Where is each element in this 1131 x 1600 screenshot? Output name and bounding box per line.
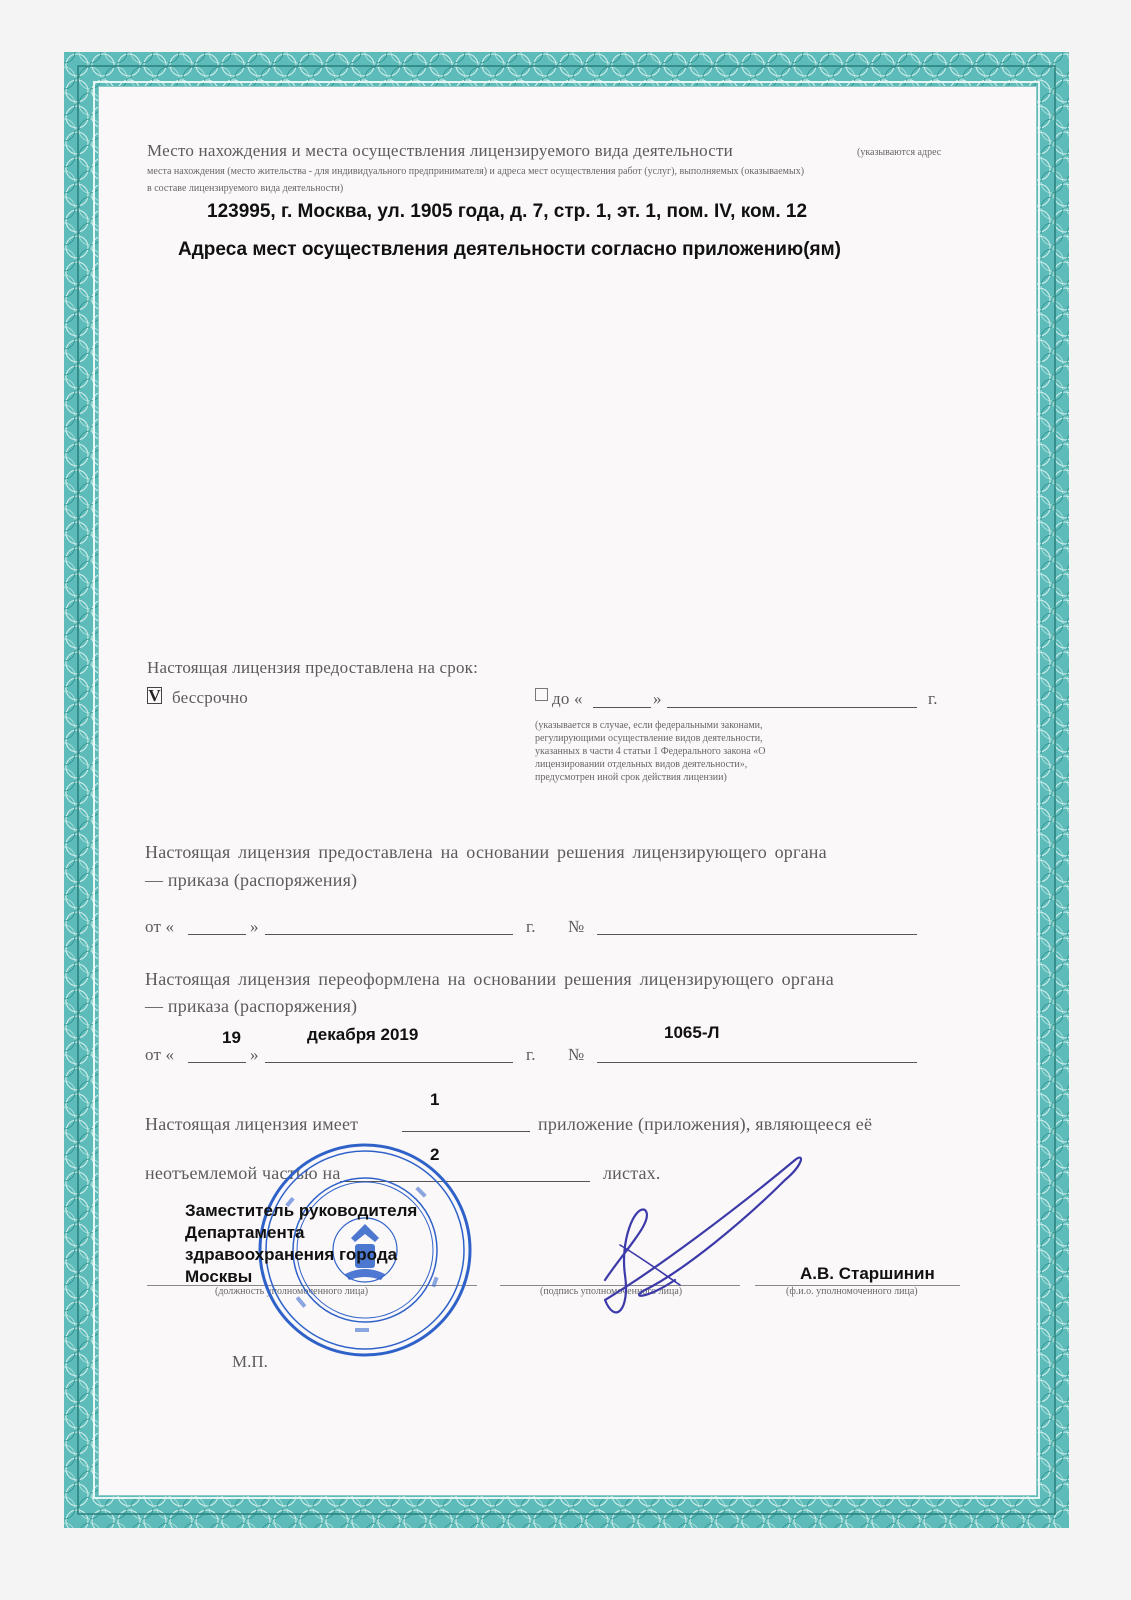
grant-text-2: — приказа (распоряжения)	[145, 870, 358, 890]
reissue-number-sign: №	[568, 1045, 585, 1064]
signatory-name: А.В. Старшинин	[800, 1264, 935, 1283]
grant-day-line	[188, 934, 246, 935]
location-label: Место нахождения и места осуществления лицензируемого вида деятельности	[147, 141, 733, 160]
reissue-number: 1065-Л	[664, 1023, 720, 1042]
appendix-text-1: Настоящая лицензия имеет	[145, 1114, 359, 1134]
until-quote-close: »	[653, 689, 662, 708]
grant-number-line	[597, 934, 917, 935]
reissue-text-1: Настоящая лицензия переоформлена на основании решения лицензирующего органа	[145, 969, 834, 989]
until-prefix: до «	[552, 689, 583, 708]
position-line-3: здравоохранения города	[185, 1245, 398, 1264]
reissue-from: от «	[145, 1045, 175, 1064]
reissue-quote-close: »	[250, 1045, 259, 1064]
appendix-sheets: 2	[430, 1145, 440, 1164]
appendix-count-line	[402, 1131, 530, 1132]
term-until-checkbox[interactable]	[535, 688, 548, 701]
location-note-1: (указываются адрес	[857, 147, 942, 158]
addresses-note: Адреса мест осуществления деятельности согласно приложению(ям)	[178, 239, 841, 260]
until-year-suffix: г.	[928, 689, 938, 708]
term-note: (указывается в случае, если федеральными законами, регулирующими осуществление видов деятельности, указанных в части 4 статьи 1 Федерального закона «О лицензировании отдельных видов деятельности», предусмотрен иной срок действия лицензии)	[535, 720, 766, 783]
reissue-month-year: декабря 2019	[307, 1025, 419, 1044]
appendix-text-4: листах.	[603, 1163, 661, 1183]
location-note-3: в составе лицензируемого вида деятельности)	[147, 183, 344, 194]
name-caption: (ф.и.о. уполномоченного лица)	[786, 1286, 918, 1297]
grant-number-sign: №	[568, 917, 585, 936]
signature-caption: (подпись уполномоченного лица)	[540, 1286, 683, 1297]
appendix-text-2: приложение (приложения), являющееся её	[538, 1114, 873, 1134]
stamp-place: М.П.	[232, 1352, 268, 1371]
appendix-text-3: неотъемлемой частью на	[145, 1163, 341, 1183]
position-caption: (должность уполномоченного лица)	[215, 1286, 369, 1297]
term-label: Настоящая лицензия предоставлена на срок:	[147, 658, 479, 677]
reissue-text-2: — приказа (распоряжения)	[145, 996, 358, 1016]
reissue-day: 19	[222, 1028, 241, 1047]
position-line-4: Москвы	[185, 1267, 253, 1286]
position-line-1: Заместитель руководителя	[185, 1201, 418, 1220]
until-day-line	[593, 707, 651, 708]
grant-text-1: Настоящая лицензия предоставлена на основании решения лицензирующего органа	[145, 842, 827, 862]
reissue-date-line	[265, 1062, 513, 1063]
appendix-count: 1	[430, 1090, 440, 1109]
reissue-day-line	[188, 1062, 246, 1063]
grant-date-line	[265, 934, 513, 935]
license-sheet	[64, 52, 1069, 1528]
perpetual-label: бессрочно	[172, 688, 248, 707]
until-date-line	[667, 707, 917, 708]
reissue-year: г.	[526, 1045, 536, 1064]
perpetual-checkbox[interactable]: V	[148, 686, 161, 705]
grant-from: от «	[145, 917, 175, 936]
signature	[585, 1150, 815, 1325]
reissue-number-line	[597, 1062, 917, 1063]
location-note-2: места нахождения (место жительства - для индивидуального предпринимателя) и адреса мест осуществления работ (услуг), выполняемых (оказываемых)	[147, 166, 805, 177]
signatory-position	[185, 1200, 417, 1288]
license-address: 123995, г. Москва, ул. 1905 года, д. 7, стр. 1, эт. 1, пом. IV, ком. 12	[207, 201, 808, 222]
position-line-2: Департамента	[185, 1223, 305, 1242]
grant-quote-close: »	[250, 917, 259, 936]
grant-year: г.	[526, 917, 536, 936]
